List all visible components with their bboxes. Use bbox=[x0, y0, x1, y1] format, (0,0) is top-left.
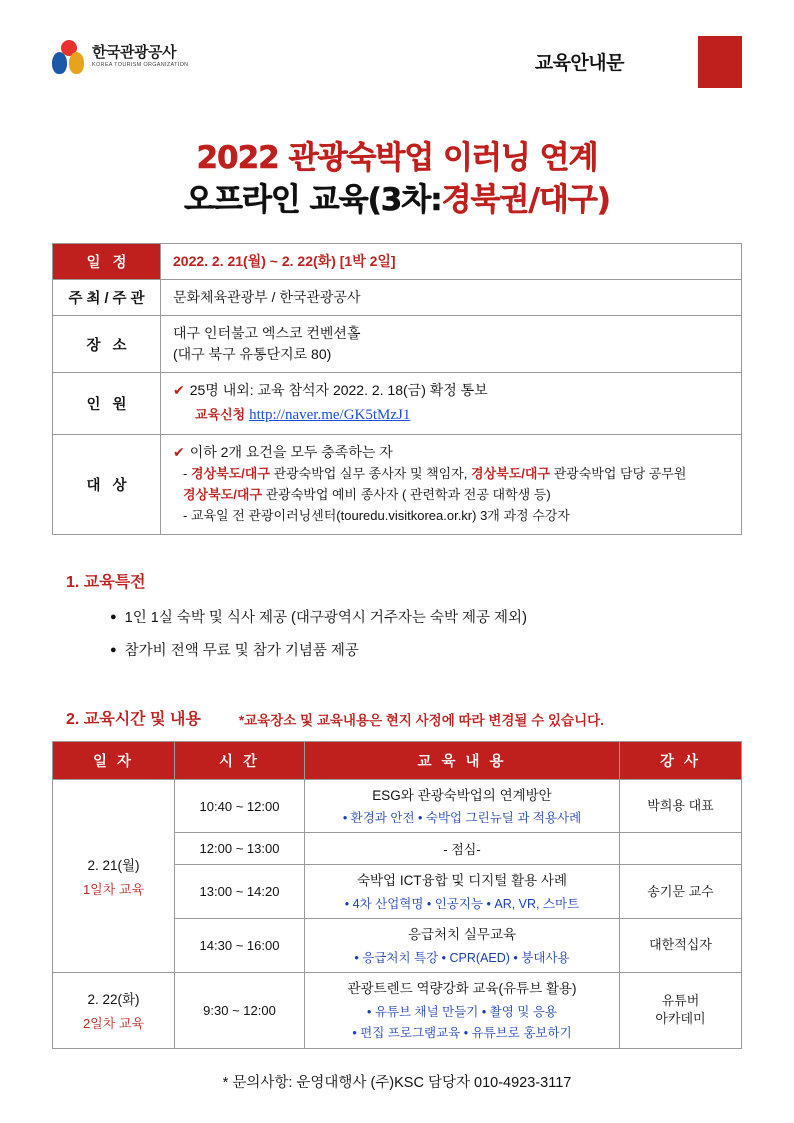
target-row1-red1: 경상북도/대구 bbox=[190, 465, 270, 481]
target-row-2 bbox=[173, 484, 729, 505]
section-2-title: 2. 교육시간 및 내용 bbox=[66, 710, 201, 728]
schedule-header-date: 일 자 bbox=[53, 741, 175, 779]
target-headline bbox=[173, 442, 729, 463]
title-line-2 bbox=[52, 180, 742, 222]
logo-text-kr: 한국관광공사 bbox=[92, 44, 176, 62]
title-line-1: 2022 관광숙박업 이러닝 연계 bbox=[196, 140, 598, 176]
venue-line-1: 대구 인터불고 엑스코 컨벤션홀 bbox=[173, 325, 361, 342]
info-value-date: 2022. 2. 21(월) ~ 2. 22(화) [1박 2일] bbox=[161, 244, 742, 280]
schedule-content bbox=[305, 919, 620, 973]
topic: ESG와 관광숙박업의 연계방안 bbox=[372, 787, 552, 803]
date-sub: 1일차 교육 bbox=[82, 881, 145, 897]
table-row-venue bbox=[53, 316, 742, 373]
red-accent-block bbox=[698, 36, 742, 88]
schedule-time: 13:00 ~ 14:20 bbox=[175, 865, 305, 919]
info-label-target: 대 상 bbox=[53, 434, 161, 534]
schedule-table bbox=[52, 741, 742, 1049]
venue-line-2: (대구 북구 유통단지로 80) bbox=[173, 346, 332, 363]
table-row-target bbox=[53, 434, 742, 534]
section-1-title: 1. 교육특전 bbox=[66, 573, 146, 591]
check-icon: ✔ bbox=[173, 382, 185, 399]
schedule-time: 9:30 ~ 12:00 bbox=[175, 972, 305, 1048]
title-line-2-part-a: 오프라인 교육 bbox=[184, 181, 368, 218]
target-row2-red: 경상북도/대구 bbox=[183, 487, 262, 502]
section-1-bullets bbox=[110, 606, 742, 660]
info-label-venue: 장 소 bbox=[53, 316, 161, 373]
schedule-instructor bbox=[620, 833, 742, 865]
logo-text-en: KOREA TOURISM ORGANIZATION bbox=[92, 61, 189, 68]
table-row-schedule bbox=[53, 244, 742, 280]
table-row-capacity bbox=[53, 373, 742, 435]
section-2-header bbox=[66, 706, 742, 729]
document-kind-label: 교육안내문 bbox=[534, 53, 624, 74]
target-row1-b: 관광숙박업 실무 종사자 및 책임자, bbox=[269, 465, 472, 481]
target-row1-c: 관광숙박업 담당 공무원 bbox=[550, 465, 687, 481]
topic-sub: • 4차 산업혁명 • 인공지능 • AR, VR, 스마트 bbox=[344, 897, 580, 911]
apply-line bbox=[173, 404, 729, 427]
info-value-host: 문화체육관광부 / 한국관광공사 bbox=[161, 280, 742, 316]
info-label-capacity: 인 원 bbox=[53, 373, 161, 435]
topic: 관광트렌드 역량강화 교육(유튜브 활용) bbox=[347, 981, 577, 997]
schedule-instructor bbox=[620, 972, 742, 1048]
schedule-date-day1 bbox=[53, 779, 175, 972]
topic-sub-2: • 편집 프로그램교육 • 유튜브로 홍보하기 bbox=[352, 1025, 572, 1040]
apply-link[interactable]: http://naver.me/GK5tMzJ1 bbox=[249, 407, 411, 424]
table-row bbox=[53, 972, 742, 1048]
schedule-header-content: 교 육 내 용 bbox=[305, 741, 620, 779]
capacity-line bbox=[173, 380, 729, 401]
target-row2-text: 관광숙박업 예비 종사자 ( 관련학과 전공 대학생 등) bbox=[261, 487, 551, 502]
list-item bbox=[110, 606, 742, 627]
schedule-time: 14:30 ~ 16:00 bbox=[175, 919, 305, 973]
footer-contact: * 문의사항: 운영대행사 (주)KSC 담당자 010-4923-3117 bbox=[222, 1074, 572, 1091]
target-row-1 bbox=[173, 463, 729, 484]
info-value-capacity bbox=[161, 373, 742, 435]
topic-sub: • 유튜브 채널 만들기 • 촬영 및 응용 bbox=[366, 1004, 558, 1019]
bullet-text: 참가비 전액 무료 및 참가 기념품 제공 bbox=[124, 642, 359, 659]
title-line-2-part-b: (3차: bbox=[367, 181, 442, 218]
target-row-3: - 교육일 전 관광이러닝센터(touredu.visitkorea.or.kr) 3개 과정 수강자 bbox=[183, 508, 570, 524]
schedule-instructor: 대한적십자 bbox=[620, 919, 742, 973]
check-icon: ✔ bbox=[173, 443, 185, 460]
info-value-venue bbox=[161, 316, 742, 373]
apply-label: 교육신청 bbox=[195, 407, 246, 423]
title-line-2-part-c: 경북권/대구) bbox=[441, 181, 610, 218]
date-sub: 2일차 교육 bbox=[82, 1016, 145, 1032]
schedule-instructor: 송기문 교수 bbox=[620, 865, 742, 919]
schedule-date-day2 bbox=[53, 972, 175, 1048]
schedule-time: 10:40 ~ 12:00 bbox=[175, 779, 305, 833]
target-row1-red2: 경상북도/대구 bbox=[471, 465, 550, 481]
table-row bbox=[53, 779, 742, 833]
bullet-dot-icon: ● bbox=[110, 610, 117, 623]
topic: 응급처치 실무교육 bbox=[407, 927, 517, 942]
instructor-line-2: 아카데미 bbox=[655, 1011, 706, 1027]
kto-logo bbox=[52, 40, 188, 74]
schedule-content bbox=[305, 779, 620, 833]
info-label-host: 주최/주관 bbox=[53, 280, 161, 316]
bullet-text: 1인 1실 숙박 및 식사 제공 (대구광역시 거주자는 숙박 제공 제외) bbox=[124, 609, 527, 626]
target-row1-a: - bbox=[183, 465, 191, 481]
topic-sub: • 응급처치 특강 • CPR(AED) • 붕대사용 bbox=[354, 950, 570, 965]
schedule-content: - 점심- bbox=[305, 833, 620, 865]
capacity-text: 25명 내외: 교육 참석자 2022. 2. 18(금) 확정 통보 bbox=[189, 382, 488, 399]
schedule-header-row bbox=[53, 741, 742, 779]
date-main: 2. 22(화) bbox=[87, 992, 140, 1008]
schedule-header-instructor: 강 사 bbox=[620, 741, 742, 779]
instructor-line-1: 유튜버 bbox=[661, 992, 700, 1008]
document-header bbox=[52, 0, 742, 108]
schedule-content bbox=[305, 865, 620, 919]
list-item bbox=[110, 639, 742, 660]
schedule-content bbox=[305, 972, 620, 1048]
page-title bbox=[52, 138, 742, 221]
info-label-date: 일 정 bbox=[53, 244, 161, 280]
target-headline-text: 이하 2개 요건을 모두 충족하는 자 bbox=[189, 443, 393, 460]
schedule-instructor: 박희용 대표 bbox=[620, 779, 742, 833]
table-row-host bbox=[53, 280, 742, 316]
date-main: 2. 21(월) bbox=[87, 857, 140, 873]
logo-mark-icon bbox=[52, 40, 86, 74]
schedule-header-time: 시 간 bbox=[175, 741, 305, 779]
info-value-target bbox=[161, 434, 742, 534]
section-2-note: *교육장소 및 교육내용은 현지 사정에 따라 변경될 수 있습니다. bbox=[238, 712, 604, 728]
topic: 숙박업 ICT융합 및 디지털 활용 사례 bbox=[356, 873, 568, 889]
schedule-time: 12:00 ~ 13:00 bbox=[175, 833, 305, 865]
topic-sub: • 환경과 안전 • 숙박업 그린뉴딜 과 적용사례 bbox=[342, 811, 582, 826]
bullet-dot-icon: ● bbox=[110, 643, 117, 656]
info-table bbox=[52, 243, 742, 535]
